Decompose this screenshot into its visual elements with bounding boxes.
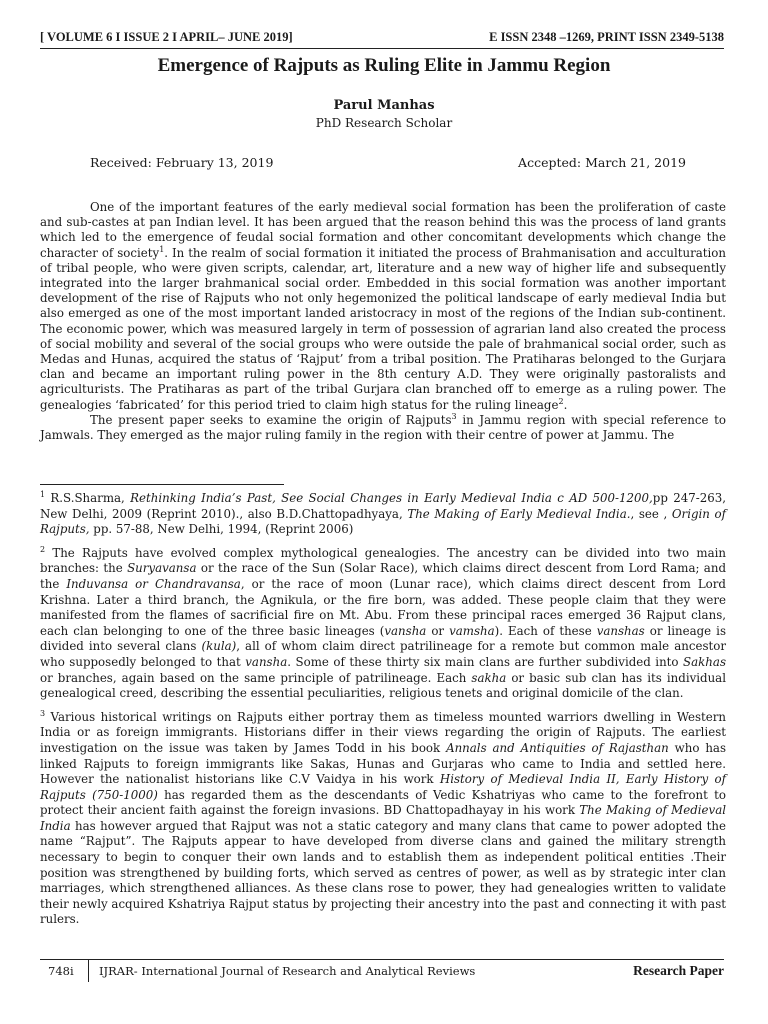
fn2-t1: The Rajputs have evolved complex mythological genealogies. The ancestry can be divided into two main branches: the [40, 545, 726, 576]
p1-text-c: . [563, 397, 568, 412]
fn3-i2: History of Medieval India II, Early History of Rajputs (750-1000) [40, 772, 727, 802]
footnote-3 [40, 710, 726, 928]
footnote-2-number: 2 [40, 544, 46, 554]
footnote-1-number: 1 [40, 490, 46, 500]
issn: E ISSN 2348 –1269, PRINT ISSN 2349-5138 [489, 30, 724, 44]
p2-text-a: The present paper seeks to examine the origin of Rajputs [90, 412, 452, 427]
footnote-ref-3[interactable]: 3 [451, 411, 457, 421]
fn2-i9: sakha [471, 670, 507, 685]
header-rule [40, 48, 724, 49]
fn2-i3: vansha [384, 623, 427, 638]
fn2-t3: , or the race of moon (Lunar race), which claims direct descent from Lord Krishna. Later a third branch, the Agnikula, or the fire born, was added. These people claim that they were manifested from the flames of sacrificial fire on Mt. Abu. From these principal races emerged 36 Rajput clans, each clan belonging to one of the three basic lineages ( [40, 576, 726, 638]
p2-text-b: in Jammu region with special reference to Jamwals. They emerged as the major ruling family in the region with their centre of power at Jammu. The [40, 412, 726, 443]
p1-text-a: One of the important features of the early medieval social formation has been the proliferation of caste and sub-castes at pan Indian level. It has been argued that the reason behind this was the process of land grants which led to the emergence of feudal social formation and other concomitant developments which change the character of society [40, 200, 726, 260]
page-footer [40, 959, 724, 982]
fn1-t2: pp 247-263, New Delhi, 2009 (Reprint 2010)., also B.D.Chattopadhyaya, [40, 491, 726, 521]
volume-issue: [ VOLUME 6 I ISSUE 2 I APRIL– JUNE 2019] [40, 30, 293, 44]
footnotes [40, 491, 726, 936]
fn3-t2: who has linked Rajputs to foreign immigrants like Sakas, Hunas and Gurjaras who came to India and settled here. However the nationalist historians like C.V Vaidya in his work [40, 740, 727, 787]
fn2-t2: or the race of the Sun (Solar Race), which claims direct descent from Lord Rama; and the [40, 561, 726, 591]
paper-type: Research Paper [633, 963, 724, 978]
fn1-t1: R.S.Sharma, [45, 491, 131, 505]
fn3-t1: Various historical writings on Rajputs either portray them as timeless mounted warriors dwelling in Western India or as foreign immigrants. Historians differ in their views regarding the origin of Rajputs. The earliest investigation on the issue was taken by James Todd in his book [40, 709, 726, 755]
accepted-date: Accepted: March 21, 2019 [518, 155, 686, 170]
fn1-i2: The Making of Early Medieval India. [407, 506, 631, 521]
fn2-t9: or branches, again based on the same principle of patrilineage. Each [40, 670, 472, 685]
received-date: Received: February 13, 2019 [90, 155, 274, 170]
journal-name: IJRAR- International Journal of Research and Analytical Reviews [99, 964, 476, 978]
fn2-i8: Sakhas [683, 654, 726, 669]
fn3-i1: Annals and Antiquities of Rajasthan [446, 740, 669, 755]
footnote-3-number: 3 [40, 708, 46, 718]
footnote-ref-1[interactable]: 1 [159, 244, 165, 254]
body-text [40, 200, 726, 443]
fn2-i5: vanshas [596, 623, 645, 638]
footnote-1 [40, 491, 726, 538]
fn2-i6: (kula) [201, 639, 237, 654]
author-name: Parul Manhas [333, 98, 435, 113]
page-number: 748i [40, 960, 89, 982]
fn3-t3: has regarded them as the descendants of Vedic Kshatriyas who came to the forefront to protect their ancient faith against the foreign invasions. BD Chattopadhayay in his work [40, 787, 726, 818]
fn2-t4: or [426, 623, 450, 638]
fn2-t10: or basic sub clan has its individual genealogical creed, describing the essential peculiarities, religious tenets and original domicile of the clan. [40, 670, 726, 701]
p1-text-b: . In the realm of social formation it initiated the process of Brahmanisation and acculturation of tribal people, who were given scripts, calendar, art, literature and a new way of higher life and subsequently integrated into the larger brahmanical social order. Embedded in this social formation was another important development of the rise of Rajputs who not only hegemonized the political landscape of early medieval India but also emerged as one of the most important landed aristocracy in most of the regions of the Indian sub-continent. The economic power, which was measured largely in term of possession of agrarian land also created the process of social mobility and several of the social groups who were outside the pale of brahmanical social order, such as Medas and Hunas, acquired the status of ‘Rajput’ from a tribal position. The Pratiharas belonged to the Gurjara clan and became an important ruling power in the 8th century A.D. They were originally pastoralists and agriculturists. The Pratiharas as part of the tribal Gurjara clan branched off to emerge as a ruling power. The genealogies ‘fabricated’ for this period tried to claim high status for the ruling lineage [40, 245, 726, 412]
footnote-2 [40, 546, 726, 702]
fn3-t4: has however argued that Rajput was not a static category and many clans that came to power adopted the name “Rajput”. The Rajputs appear to have developed from diverse clans and gained the military strength necessary to begin to conquer their own lands and to establish them as independent political entities .Their position was strengthened by building forts, which served as centres of power, as well as by strategic inter clan marriages, which strengthened alliances. As these clans rose to power, they had genealogies written to validate their newly acquired Kshatriya Rajput status by projecting their ancestry into the past and connecting it with past rulers. [40, 818, 726, 927]
fn2-i4: vamsha [449, 623, 495, 638]
fn2-t8: . Some of these thirty six main clans are further subdivided into [287, 654, 684, 669]
submission-dates [90, 155, 686, 170]
fn1-i3: Origin of Rajputs, [40, 506, 726, 537]
fn2-i2: Induvansa or Chandravansa [66, 576, 241, 591]
paragraph-1 [40, 200, 726, 413]
fn3-i3: The Making of Medieval India [40, 803, 726, 833]
author-affiliation: PhD Research Scholar [315, 116, 453, 130]
fn1-i1: Rethinking India’s Past, See Social Changes in Early Medieval India c AD 500-1200, [130, 491, 653, 505]
fn2-t6: or lineage is divided into several clans [40, 623, 726, 654]
journal-header [40, 30, 724, 45]
footnote-separator [40, 484, 284, 485]
fn2-t7: , all of whom claim direct patrilineage for a remote but common male ancestor who supposedly belonged to that [40, 639, 726, 669]
fn1-t3: , see , [630, 506, 672, 521]
paragraph-2 [40, 413, 726, 443]
fn1-t4: pp. 57-88, New Delhi, 1994, (Reprint 2006) [89, 522, 354, 537]
fn2-i7: vansha [245, 654, 288, 669]
footnote-ref-2[interactable]: 2 [558, 396, 564, 406]
fn2-i1: Suryavansa [127, 561, 197, 576]
fn2-t5: ). Each of these [494, 623, 597, 638]
paper-title: Emergence of Rajputs as Ruling Elite in Jammu Region [157, 55, 611, 76]
